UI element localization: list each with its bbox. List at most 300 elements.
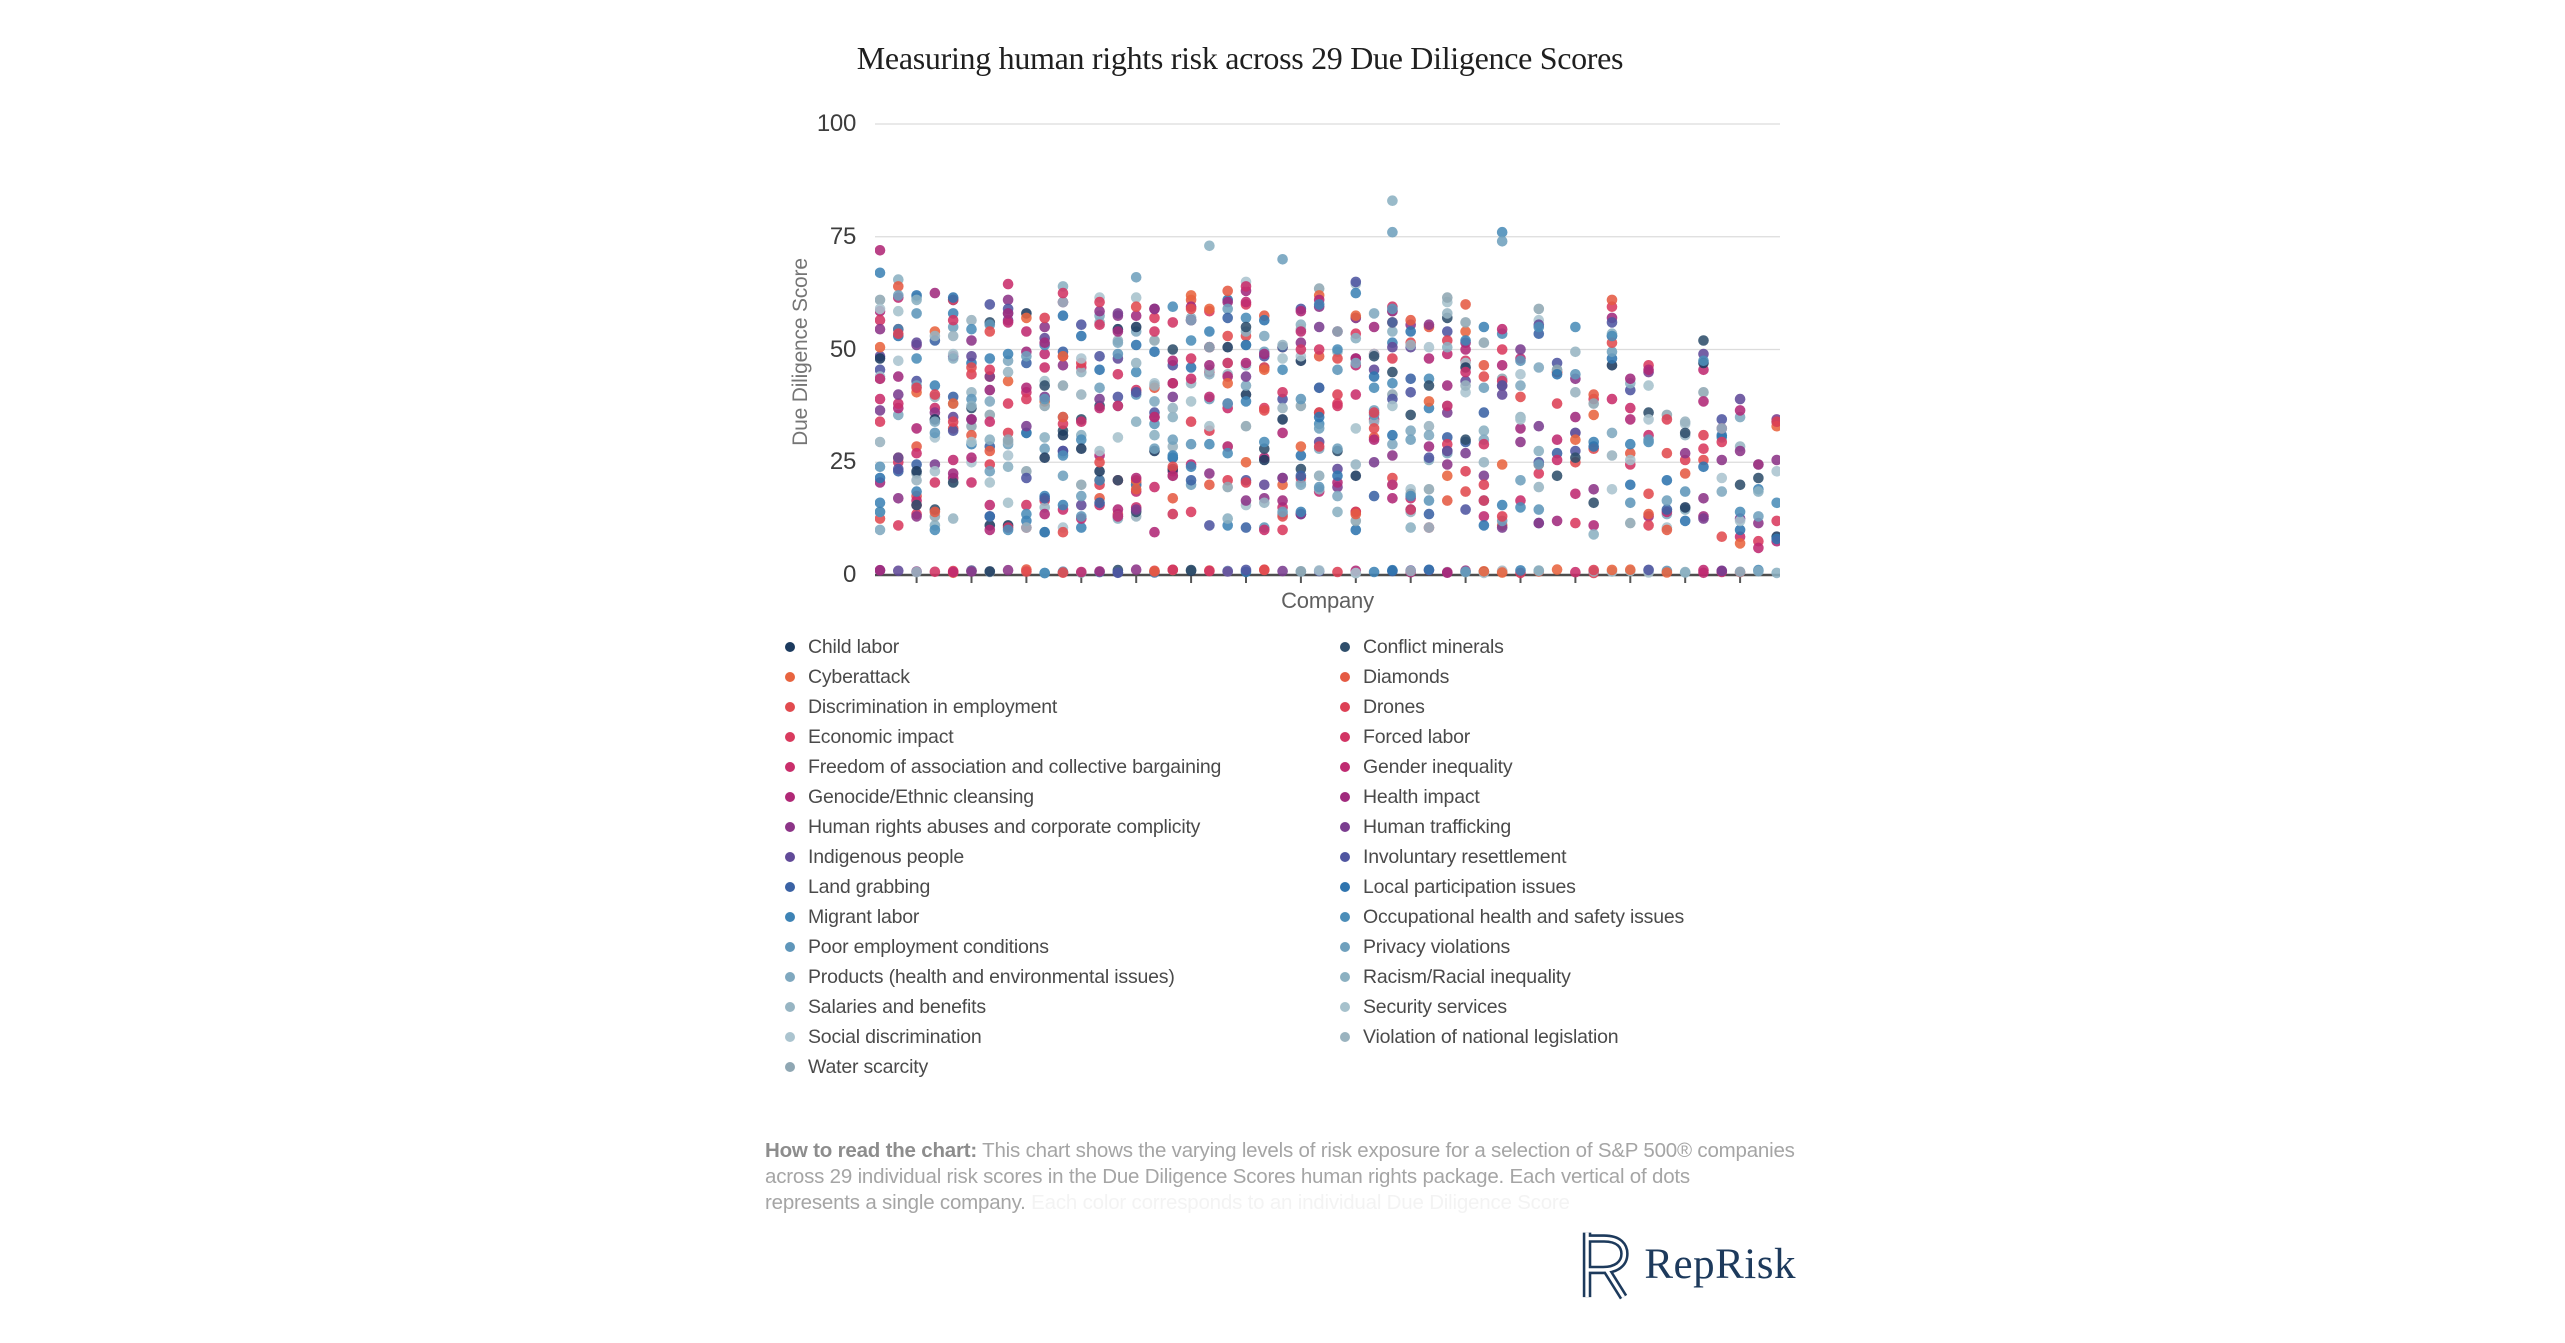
strip-plot-svg [875, 110, 1780, 590]
legend-label: Security services [1363, 995, 1507, 1018]
data-point [1168, 344, 1179, 355]
data-point [1625, 498, 1636, 509]
data-point [985, 416, 996, 427]
data-point [1277, 525, 1288, 536]
data-point [1204, 360, 1215, 371]
data-point [911, 353, 922, 364]
data-point [1680, 486, 1691, 497]
data-point [1222, 566, 1233, 577]
x-axis-label: Company [1281, 588, 1374, 613]
legend-label: Local participation issues [1363, 875, 1576, 898]
data-point [1222, 513, 1233, 524]
data-point [1405, 566, 1416, 577]
data-point [1168, 356, 1179, 367]
data-point [911, 475, 922, 486]
data-point [1497, 380, 1508, 391]
data-point [1534, 446, 1545, 457]
data-point [1241, 565, 1252, 576]
data-point [930, 507, 941, 518]
legend-item [1340, 692, 1684, 722]
legend-label: Drones [1363, 695, 1425, 718]
data-point [1387, 493, 1398, 504]
data-point [1039, 493, 1050, 504]
legend-item [785, 812, 1221, 842]
data-point [1204, 520, 1215, 531]
data-point [1405, 504, 1416, 515]
data-point [1460, 335, 1471, 346]
data-point [1369, 351, 1380, 362]
data-point [1534, 504, 1545, 515]
data-point [1058, 430, 1069, 441]
data-point [1771, 455, 1780, 466]
data-point [1717, 423, 1728, 434]
data-point [1570, 347, 1581, 358]
data-point [1424, 452, 1435, 463]
data-point [1534, 322, 1545, 333]
data-point [985, 353, 996, 364]
data-point [1113, 369, 1124, 380]
data-point [1351, 423, 1362, 434]
data-point [875, 268, 885, 279]
data-point [1259, 498, 1270, 509]
data-point [1241, 313, 1252, 324]
legend-label: Social discrimination [808, 1025, 982, 1048]
data-point [1277, 365, 1288, 376]
data-point [1168, 434, 1179, 445]
legend-dot-icon [1340, 732, 1350, 742]
data-point [1296, 507, 1307, 518]
data-point [1314, 322, 1325, 333]
data-point [1039, 432, 1050, 443]
data-point [1222, 358, 1233, 369]
legend-dot-icon [785, 672, 795, 682]
data-point [1003, 498, 1014, 509]
data-point [1479, 337, 1490, 348]
data-point [1369, 457, 1380, 468]
data-point [1662, 448, 1673, 459]
data-point [1241, 421, 1252, 432]
data-point [1186, 462, 1197, 473]
data-point [1058, 567, 1069, 578]
data-point [1698, 430, 1709, 441]
legend-dot-icon [1340, 762, 1350, 772]
data-point [948, 315, 959, 326]
data-point [1131, 473, 1142, 484]
data-point [1131, 416, 1142, 427]
data-point [1625, 414, 1636, 425]
data-point [1021, 394, 1032, 405]
data-point [1369, 383, 1380, 394]
data-point [1296, 344, 1307, 355]
data-point [1003, 349, 1014, 360]
data-point [1277, 473, 1288, 484]
data-point [1314, 565, 1325, 576]
faded-continuation-text: Each color corresponds to an individual Due Diligence Score [1031, 1191, 1570, 1214]
data-point [1003, 308, 1014, 319]
legend-label: Racism/Racial inequality [1363, 965, 1571, 988]
legend-dot-icon [1340, 672, 1350, 682]
data-point [1643, 520, 1654, 531]
data-point [1277, 403, 1288, 414]
data-point [1332, 443, 1343, 454]
legend-dot-icon [785, 642, 795, 652]
data-point [1039, 322, 1050, 333]
data-point [1113, 401, 1124, 412]
data-point [1222, 448, 1233, 459]
data-point [1314, 383, 1325, 394]
data-point [1259, 365, 1270, 376]
data-point [1534, 482, 1545, 493]
data-point [1607, 484, 1618, 495]
data-point [1497, 459, 1508, 470]
data-point [1497, 324, 1508, 335]
data-point [966, 362, 977, 373]
data-point [1625, 439, 1636, 450]
data-point [1625, 374, 1636, 385]
data-point [1479, 322, 1490, 333]
data-point [1296, 394, 1307, 405]
data-point [1698, 356, 1709, 367]
data-point [1222, 286, 1233, 297]
data-point [911, 448, 922, 459]
data-point [985, 477, 996, 488]
data-point [985, 385, 996, 396]
data-point [1570, 567, 1581, 578]
data-point [930, 416, 941, 427]
data-point [1149, 482, 1160, 493]
data-point [1314, 344, 1325, 355]
data-point [1753, 473, 1764, 484]
data-point [1076, 331, 1087, 342]
data-point [1625, 403, 1636, 414]
data-point [1076, 480, 1087, 491]
chart-title: Measuring human rights risk across 29 Due Diligence Scores [856, 40, 1624, 76]
data-point [1588, 498, 1599, 509]
data-point [1131, 387, 1142, 398]
data-point [1094, 351, 1105, 362]
data-point [1625, 480, 1636, 491]
data-point [1771, 568, 1780, 579]
legend-label: Economic impact [808, 725, 954, 748]
data-point [1277, 507, 1288, 518]
data-point [1296, 326, 1307, 337]
data-point [1168, 509, 1179, 520]
data-point [1168, 493, 1179, 504]
legend-dot-icon [1340, 702, 1350, 712]
data-point [1515, 414, 1526, 425]
data-point [1241, 522, 1252, 533]
data-point [1058, 288, 1069, 299]
data-point [1113, 308, 1124, 319]
data-point [1387, 378, 1398, 389]
data-point [1076, 491, 1087, 502]
data-point [1369, 308, 1380, 319]
data-point [1094, 365, 1105, 376]
data-point [1369, 423, 1380, 434]
data-point [1588, 410, 1599, 421]
legend-item [785, 992, 1221, 1022]
data-point [1058, 412, 1069, 423]
data-point [1515, 475, 1526, 486]
data-point [1570, 452, 1581, 463]
data-point [1753, 459, 1764, 470]
data-point [1552, 564, 1563, 575]
data-point [1771, 516, 1780, 527]
data-point [1332, 507, 1343, 518]
data-point [1277, 353, 1288, 364]
data-point [966, 566, 977, 577]
data-point [1149, 412, 1160, 423]
data-point [1039, 452, 1050, 463]
data-point [1442, 471, 1453, 482]
data-point [1332, 567, 1343, 578]
data-point [1277, 340, 1288, 351]
data-point [1314, 482, 1325, 493]
data-point [1039, 313, 1050, 324]
legend-item [1340, 752, 1684, 782]
data-point [1369, 371, 1380, 382]
data-point [1149, 527, 1160, 538]
data-point [1479, 360, 1490, 371]
data-point [1241, 457, 1252, 468]
data-point [1735, 538, 1746, 549]
legend-item [1340, 872, 1684, 902]
data-point [1405, 434, 1416, 445]
data-point [1515, 392, 1526, 403]
data-point [1186, 475, 1197, 486]
data-point [1570, 369, 1581, 380]
data-point [1662, 525, 1673, 536]
data-point [966, 335, 977, 346]
data-point [985, 525, 996, 536]
data-point [1039, 337, 1050, 348]
legend-label: Child labor [808, 635, 900, 658]
data-point [1113, 326, 1124, 337]
y-axis-title: Due Diligence Score [789, 258, 812, 446]
data-point [1387, 367, 1398, 378]
data-point [1369, 322, 1380, 333]
data-point [1479, 371, 1490, 382]
data-point [1003, 450, 1014, 461]
data-point [1259, 315, 1270, 326]
data-point [875, 324, 885, 335]
data-point [1515, 565, 1526, 576]
data-point [930, 466, 941, 477]
data-point [1058, 351, 1069, 362]
data-point [930, 389, 941, 400]
data-point [1405, 326, 1416, 337]
data-point [948, 416, 959, 427]
data-point [1094, 403, 1105, 414]
data-point [1625, 518, 1636, 529]
data-point [875, 374, 885, 385]
data-point [1021, 313, 1032, 324]
data-point [1643, 380, 1654, 391]
how-to-read-label: How to read the chart: [765, 1139, 978, 1162]
data-point [1332, 471, 1343, 482]
data-point [1351, 277, 1362, 288]
data-point [1387, 317, 1398, 328]
data-point [1552, 471, 1563, 482]
data-point [1405, 410, 1416, 421]
data-point [1735, 405, 1746, 416]
data-point [1241, 358, 1252, 369]
legend-item [785, 842, 1221, 872]
data-point [1003, 434, 1014, 445]
data-point [1717, 437, 1728, 448]
data-point [1186, 565, 1197, 576]
legend-item [785, 1022, 1221, 1052]
data-point [1643, 509, 1654, 520]
data-point [1570, 322, 1581, 333]
legend-dot-icon [785, 822, 795, 832]
data-point [1332, 389, 1343, 400]
data-point [1680, 448, 1691, 459]
legend-dot-icon [785, 912, 795, 922]
data-point [1515, 369, 1526, 380]
data-point [1479, 407, 1490, 418]
data-point [1460, 466, 1471, 477]
data-point [1296, 471, 1307, 482]
data-point [1607, 450, 1618, 461]
data-point [1387, 326, 1398, 337]
data-point [1131, 292, 1142, 303]
data-point [1039, 509, 1050, 520]
data-point [1149, 430, 1160, 441]
data-point [1753, 486, 1764, 497]
legend-dot-icon [1340, 942, 1350, 952]
data-point [911, 383, 922, 394]
data-point [1039, 380, 1050, 391]
data-point [1149, 396, 1160, 407]
data-point [875, 245, 885, 256]
data-point [1186, 374, 1197, 385]
data-point [1113, 511, 1124, 522]
legend-label: Occupational health and safety issues [1363, 905, 1685, 928]
data-point [1570, 387, 1581, 398]
data-point [1003, 525, 1014, 536]
data-point [1332, 401, 1343, 412]
data-point [930, 525, 941, 536]
data-point [966, 324, 977, 335]
data-point [1387, 227, 1398, 238]
legend-item [785, 962, 1221, 992]
data-point [893, 389, 904, 400]
data-point [1588, 441, 1599, 452]
data-point [1460, 504, 1471, 515]
data-point [1680, 468, 1691, 479]
data-point [948, 292, 959, 303]
data-point [1552, 434, 1563, 445]
legend-column-left [785, 632, 1221, 1082]
y-tick-label: 25 [829, 448, 856, 476]
legend-column-right [1340, 632, 1684, 1052]
data-point [1149, 304, 1160, 315]
data-point [893, 520, 904, 531]
data-point [1296, 306, 1307, 317]
data-point [1277, 495, 1288, 506]
legend-dot-icon [785, 1062, 795, 1072]
data-point [1113, 432, 1124, 443]
legend-dot-icon [785, 852, 795, 862]
data-point [875, 462, 885, 473]
data-point [1717, 455, 1728, 466]
data-point [1588, 529, 1599, 540]
legend-item [785, 662, 1221, 692]
data-point [911, 486, 922, 497]
data-point [1296, 441, 1307, 452]
data-point [1588, 398, 1599, 409]
data-point [1479, 480, 1490, 491]
data-point [1698, 387, 1709, 398]
data-point [1387, 430, 1398, 441]
data-point [1515, 437, 1526, 448]
data-point [1460, 448, 1471, 459]
legend-label: Land grabbing [808, 875, 931, 898]
legend-dot-icon [1340, 882, 1350, 892]
data-point [1607, 317, 1618, 328]
data-point [1332, 365, 1343, 376]
data-point [1113, 349, 1124, 360]
data-point [1021, 473, 1032, 484]
data-point [1204, 392, 1215, 403]
legend-item [1340, 812, 1684, 842]
data-point [1094, 306, 1105, 317]
data-point [1405, 340, 1416, 351]
data-point [1241, 371, 1252, 382]
data-point [1003, 367, 1014, 378]
data-point [1442, 292, 1453, 303]
data-point [1698, 565, 1709, 576]
data-point [1735, 446, 1746, 457]
data-point [1186, 439, 1197, 450]
data-point [1186, 315, 1197, 326]
legend-label: Conflict minerals [1363, 635, 1504, 658]
data-point [1332, 326, 1343, 337]
data-point [966, 452, 977, 463]
data-point [1076, 389, 1087, 400]
data-point [1259, 564, 1270, 575]
legend-item [1340, 932, 1684, 962]
data-point [1149, 380, 1160, 391]
data-point [1717, 531, 1728, 542]
legend-dot-icon [1340, 972, 1350, 982]
legend-item [1340, 662, 1684, 692]
legend-item [1340, 992, 1684, 1022]
data-point [1534, 304, 1545, 315]
data-point [1534, 362, 1545, 373]
data-point [1131, 301, 1142, 312]
data-point [1387, 195, 1398, 206]
data-point [893, 290, 904, 301]
data-point [1643, 434, 1654, 445]
data-point [1643, 565, 1654, 576]
data-point [1277, 414, 1288, 425]
data-point [1222, 331, 1233, 342]
data-point [1387, 450, 1398, 461]
data-point [1442, 446, 1453, 457]
data-point [1058, 380, 1069, 391]
data-point [1076, 567, 1087, 578]
legend-item [785, 1052, 1221, 1082]
data-point [1424, 522, 1435, 533]
data-point [1351, 509, 1362, 520]
legend-dot-icon [1340, 642, 1350, 652]
data-point [1387, 565, 1398, 576]
data-point [1588, 565, 1599, 576]
data-point [985, 500, 996, 511]
data-point [1424, 441, 1435, 452]
